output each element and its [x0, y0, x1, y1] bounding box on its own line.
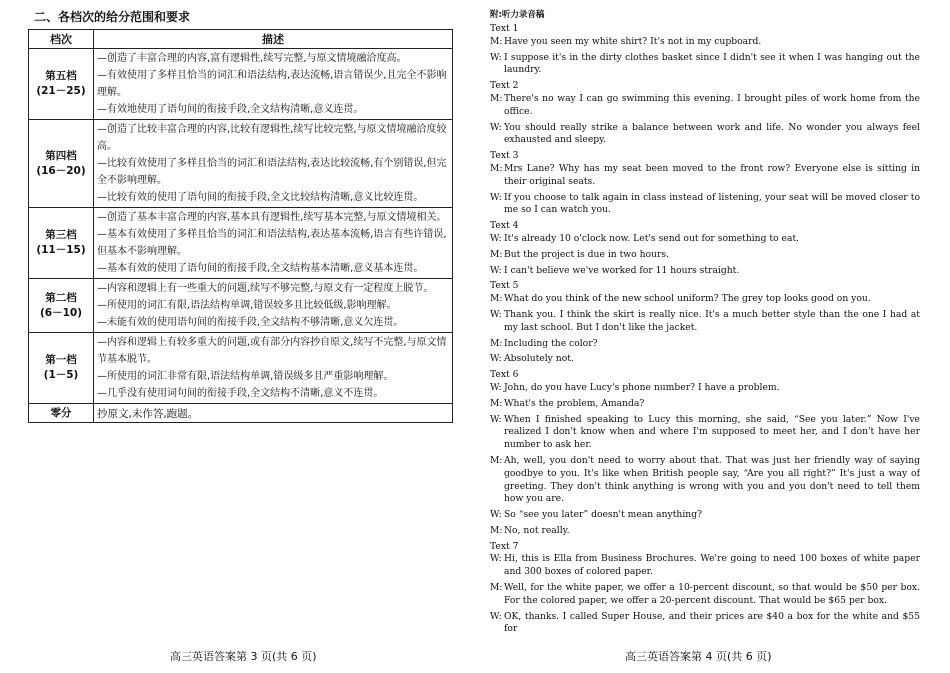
level-name: 第一档	[45, 354, 77, 366]
level-range: (6－10)	[39, 306, 82, 319]
desc-line: —基本有效使用了多样且恰当的词汇和语法结构,表达基本流畅,语言有些许错误,但基本不影响理解。	[97, 229, 447, 257]
speaker-label: M:	[490, 397, 503, 409]
header-level: 档次	[29, 30, 94, 49]
desc-cell	[94, 333, 453, 404]
speaker-label: W:	[490, 553, 502, 565]
speaker-label: W:	[490, 509, 502, 521]
speaker-label: M:	[490, 582, 503, 594]
dialogue-text: John, do you have Lucy's phone number? I have a problem.	[504, 381, 780, 393]
dialogue-text: OK, thanks. I called Super House, and their prices are $40 a box for the white and $55 for	[504, 610, 920, 635]
dialogue-line	[490, 582, 920, 608]
dialogue-text: I can't believe we've worked for 11 hours straight.	[504, 264, 740, 276]
text-heading: Text 1	[490, 23, 519, 34]
dialogue-line	[490, 414, 920, 452]
desc-line: —创造了比较丰富合理的内容,比较有逻辑性,续写比较完整,与原文情境融洽度较高。	[97, 124, 447, 152]
dialogue-text: Mrs Lane? Why has my seat been moved to the front row? Everyone else is sitting in their original seats.	[504, 162, 920, 187]
dialogue-text: Hi, this is Ella from Business Brochures. We're going to need 100 boxes of white paper and 300 boxes of colored paper.	[504, 553, 920, 578]
table-row-zero	[29, 404, 453, 423]
dialogue-text: What do you think of the new school uniform? The grey top looks good on you.	[504, 293, 871, 305]
dialogue-text: I suppose it's in the dirty clothes basket since I didn't see it when I was hanging out the laundry.	[504, 51, 920, 76]
level-range: (16－20)	[36, 164, 86, 177]
dialogue-line	[490, 509, 920, 522]
speaker-label: M:	[490, 337, 503, 349]
speaker-label: W:	[490, 191, 502, 203]
level-cell	[29, 279, 94, 333]
dialogue-line	[490, 353, 920, 366]
dialogue-text: But the project is due in two hours.	[504, 248, 670, 260]
right-page	[490, 8, 920, 648]
dialogue-text: If you choose to talk again in class instead of listening, your seat will be moved closer to me so I can watch you.	[504, 191, 920, 216]
transcript-title: 附:听力录音稿	[490, 10, 545, 20]
desc-line: —有效使用了多样且恰当的词汇和语法结构,表达流畅,语言错误少,且完全不影响理解。	[97, 70, 447, 98]
zero-desc: 抄原文,未作答,跑题。	[94, 404, 453, 423]
dialogue-text: It's already 10 o'clock now. Let's send out for something to eat.	[504, 232, 800, 244]
text-heading: Text 5	[490, 280, 519, 292]
dialogue-line	[490, 163, 920, 189]
dialogue-line	[490, 398, 920, 411]
section-title: 二、各档次的给分范围和要求	[34, 10, 191, 24]
desc-line: —内容和逻辑上有较多重大的问题,或有部分内容抄自原文,续写不完整,与原文情节基本脱节。	[97, 337, 447, 365]
dialogue-text: No, not really.	[504, 524, 570, 536]
text-heading: Text 2	[490, 80, 519, 92]
level-name: 第四档	[45, 149, 77, 162]
level-cell	[29, 333, 94, 404]
zero-label: 零分	[29, 404, 94, 423]
dialogue-text: Well, for the white paper, we offer a 10-percent discount, so that would be $50 per box. For the colored paper, we offer a 20-percent discount. That would be $65 per box.	[504, 582, 920, 606]
dialogue-text: Thank you. I think the skirt is really nice. It's a much better style than the one I had at my last school. But I don't like the jacket.	[504, 308, 920, 333]
dialogue-text: So “see you later” doesn't mean anything?	[504, 509, 703, 521]
dialogue-line	[490, 293, 920, 306]
dialogue-text: Absolutely not.	[504, 353, 574, 365]
dialogue-line	[490, 192, 920, 218]
desc-cell	[94, 208, 453, 279]
dialogue-text: You should really strike a balance between work and life. No wonder you always feel exhausted and sleepy.	[504, 121, 920, 146]
desc-line: —有效地使用了语句间的衔接手段,全文结构清晰,意义连贯。	[97, 104, 364, 115]
level-range: (11－15)	[36, 244, 86, 256]
desc-line: —基本有效的使用了语句间的衔接手段,全文结构基本清晰,意义基本连贯。	[97, 263, 424, 274]
desc-line: —所使用的词汇有限,语法结构单调,错误较多且比较低级,影响理解。	[97, 300, 397, 311]
speaker-label: W:	[490, 413, 502, 425]
speaker-label: M:	[490, 35, 503, 47]
dialogue-text: There's no way I can go swimming this evening. I brought piles of work home from the office.	[504, 92, 920, 117]
header-desc: 描述	[94, 30, 453, 49]
transcript	[490, 23, 920, 636]
right-page-footer: 高三英语答案第 4 页(共 6 页)	[625, 650, 772, 663]
speaker-label: W:	[490, 232, 502, 244]
desc-line: —比较有效使用了多样且恰当的词汇和语法结构,表达比较流畅,有个别错误,但完全不影响理解。	[97, 158, 447, 186]
dialogue-line	[490, 553, 920, 579]
speaker-label: M:	[490, 293, 503, 305]
speaker-label: W:	[490, 121, 502, 133]
level-name: 第二档	[45, 291, 77, 304]
dialogue-text: When I finished speaking to Lucy this morning, she said, “See you later.” Now I've realized I don't know when and where I'm supposed to meet her, and I don't have her number to ask her.	[504, 413, 920, 451]
speaker-label: M:	[490, 92, 503, 104]
level-cell	[29, 49, 94, 120]
speaker-label: W:	[490, 308, 502, 320]
dialogue-line	[490, 36, 920, 49]
dialogue-text: Ah, well, you don't need to worry about that. That was just her friendly way of saying goodbye to you. It's like when British people say, “Are you all right?” It's just a way of greeting. They don't think anything is wrong with you and you don't need to tell them how you are.	[504, 454, 920, 505]
desc-cell	[94, 279, 453, 333]
text-heading: Text 6	[490, 369, 519, 381]
table-row	[29, 279, 453, 333]
text-heading: Text 3	[490, 150, 519, 162]
level-range: (1－5)	[43, 369, 79, 381]
desc-cell	[94, 120, 453, 208]
dialogue-line	[490, 52, 920, 78]
dialogue-line	[490, 382, 920, 395]
speaker-label: W:	[490, 381, 502, 393]
dialogue-line	[490, 249, 920, 262]
table-row	[29, 208, 453, 279]
dialogue-line	[490, 309, 920, 335]
dialogue-line	[490, 525, 920, 538]
dialogue-line	[490, 122, 920, 148]
dialogue-text: Have you seen my white shirt? It's not in my cupboard.	[504, 35, 762, 47]
desc-line: —创造了基本丰富合理的内容,基本具有逻辑性,续写基本完整,与原文情境相关。	[97, 212, 447, 223]
desc-line: —所使用的词汇非常有限,语法结构单调,错误级多且严重影响理解。	[97, 371, 394, 382]
table-row	[29, 333, 453, 404]
speaker-label: M:	[490, 162, 503, 174]
table-row	[29, 49, 453, 120]
dialogue-line	[490, 93, 920, 119]
dialogue-line	[490, 338, 920, 351]
dialogue-line	[490, 233, 920, 246]
desc-line: —比较有效的使用了语句间的衔接手段,全文比较结构清晰,意义比较连贯。	[97, 192, 424, 203]
dialogue-text: What's the problem, Amanda?	[504, 397, 645, 409]
dialogue-line	[490, 265, 920, 278]
text-heading: Text 7	[490, 540, 519, 552]
level-cell	[29, 120, 94, 208]
speaker-label: M:	[490, 524, 503, 536]
rubric-table	[28, 29, 453, 423]
level-range: (21－25)	[36, 85, 86, 97]
level-name: 第五档	[45, 70, 77, 82]
desc-cell	[94, 49, 453, 120]
desc-line: —内容和逻辑上有一些重大的问题,续写不够完整,与原文有一定程度上脱节。	[97, 283, 434, 294]
speaker-label: W:	[490, 51, 502, 63]
table-header-row	[29, 30, 453, 49]
left-page	[28, 8, 458, 663]
desc-line: —未能有效的使用语句间的衔接手段,全文结构不够清晰,意义欠连贯。	[97, 317, 404, 328]
speaker-label: M:	[490, 454, 503, 466]
level-cell	[29, 208, 94, 279]
text-heading: Text 4	[490, 220, 519, 232]
desc-line: —创造了丰富合理的内容,富有逻辑性,续写完整,与原文情境融洽度高。	[97, 53, 407, 64]
left-page-footer: 高三英语答案第 3 页(共 6 页)	[170, 650, 317, 663]
speaker-label: M:	[490, 248, 503, 260]
dialogue-text: Including the color?	[504, 337, 598, 349]
speaker-label: W:	[490, 264, 502, 276]
level-name: 第三档	[45, 229, 77, 241]
dialogue-line	[490, 455, 920, 506]
desc-line: —几乎没有使用词句间的衔接手段,全文结构不清晰,意义不连贯。	[97, 388, 384, 399]
speaker-label: W:	[490, 610, 502, 622]
speaker-label: W:	[490, 353, 502, 365]
table-row	[29, 120, 453, 208]
dialogue-line	[490, 611, 920, 637]
